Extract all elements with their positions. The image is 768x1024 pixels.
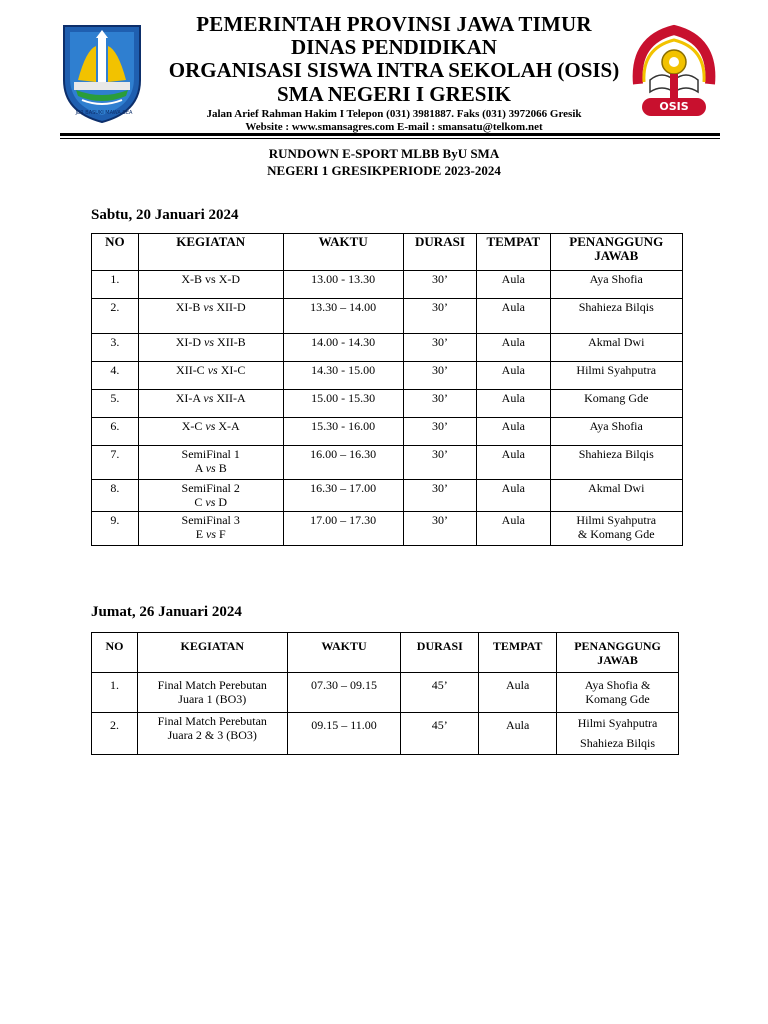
letterhead-line1: PEMERINTAH PROVINSI JAWA TIMUR: [196, 12, 592, 36]
cell-penanggung-jawab: Hilmi Syahputra: [550, 362, 683, 390]
cell-waktu: 15.30 - 16.00: [283, 418, 403, 446]
cell-kegiatan: SemiFinal 2 C vs D: [138, 480, 283, 512]
cell-tempat: Aula: [479, 673, 557, 713]
letterhead-rule-thick: [60, 133, 720, 136]
cell-waktu: 13.00 - 13.30: [283, 271, 403, 299]
column-header: NO: [92, 234, 139, 271]
table-row: [92, 512, 683, 546]
table-row: [92, 480, 683, 512]
column-header: KEGIATAN: [137, 633, 287, 673]
document-title: [160, 145, 608, 179]
column-header: WAKTU: [287, 633, 401, 673]
cell-kegiatan: XII-C vs XI-C: [138, 362, 283, 390]
cell-penanggung-jawab: Aya Shofia & Komang Gde: [557, 673, 679, 713]
table-header-row: [92, 234, 683, 271]
cell-penanggung-jawab: Akmal Dwi: [550, 480, 683, 512]
cell-tempat: Aula: [477, 446, 550, 480]
cell-penanggung-jawab: Shahieza Bilqis: [550, 299, 683, 334]
cell-tempat: Aula: [477, 418, 550, 446]
cell-waktu: 14.00 - 14.30: [283, 334, 403, 362]
cell-penanggung-jawab: Hilmi Syahputra & Komang Gde: [550, 512, 683, 546]
table-row: [92, 334, 683, 362]
cell-penanggung-jawab: Akmal Dwi: [550, 334, 683, 362]
column-header: NO: [92, 633, 138, 673]
cell-tempat: Aula: [477, 390, 550, 418]
letterhead-address: Jalan Arief Rahman Hakim I Telepon (031) 3981887. Faks (031) 3972066 Gresik: [206, 108, 582, 120]
cell-no: 5.: [92, 390, 139, 418]
cell-no: 1.: [92, 673, 138, 713]
cell-waktu: 15.00 - 15.30: [283, 390, 403, 418]
cell-no: 7.: [92, 446, 139, 480]
cell-penanggung-jawab: Hilmi Syahputra Shahieza Bilqis: [557, 713, 679, 755]
cell-durasi: 45’: [401, 713, 479, 755]
table-row: [92, 446, 683, 480]
cell-waktu: 16.00 – 16.30: [283, 446, 403, 480]
cell-waktu: 07.30 – 09.15: [287, 673, 401, 713]
cell-waktu: 17.00 – 17.30: [283, 512, 403, 546]
left-logo-motto: JER BASUKI MAWA BEA: [75, 110, 133, 116]
cell-waktu: 13.30 – 14.00: [283, 299, 403, 334]
cell-durasi: 30’: [403, 362, 476, 390]
cell-kegiatan: XI-B vs XII-D: [138, 299, 283, 334]
cell-durasi: 30’: [403, 512, 476, 546]
cell-durasi: 30’: [403, 446, 476, 480]
section-heading-day2: Jumat, 26 Januari 2024: [91, 604, 242, 620]
column-header: TEMPAT: [477, 234, 550, 271]
table-row: [92, 418, 683, 446]
cell-durasi: 30’: [403, 271, 476, 299]
table-header-row: [92, 633, 679, 673]
cell-no: 4.: [92, 362, 139, 390]
column-header: WAKTU: [283, 234, 403, 271]
cell-tempat: Aula: [479, 713, 557, 755]
cell-penanggung-jawab: Shahieza Bilqis: [550, 446, 683, 480]
cell-kegiatan: SemiFinal 3 E vs F: [138, 512, 283, 546]
cell-kegiatan: XI-D vs XII-B: [138, 334, 283, 362]
cell-tempat: Aula: [477, 480, 550, 512]
cell-tempat: Aula: [477, 334, 550, 362]
cell-kegiatan: XI-A vs XII-A: [138, 390, 283, 418]
cell-no: 1.: [92, 271, 139, 299]
cell-no: 2.: [92, 299, 139, 334]
table-row: [92, 362, 683, 390]
column-header: KEGIATAN: [138, 234, 283, 271]
column-header: DURASI: [403, 234, 476, 271]
letterhead-rule-thin: [60, 138, 720, 139]
letterhead-website: Website : www.smansagres.com E-mail : smansatu@telkom.net: [245, 121, 543, 133]
cell-penanggung-jawab: Aya Shofia: [550, 418, 683, 446]
cell-durasi: 30’: [403, 480, 476, 512]
table-row: [92, 390, 683, 418]
cell-kegiatan: Final Match Perebutan Juara 1 (BO3): [137, 673, 287, 713]
cell-durasi: 45’: [401, 673, 479, 713]
cell-durasi: 30’: [403, 334, 476, 362]
letterhead-line2: DINAS PENDIDIKAN: [291, 35, 497, 59]
column-header: TEMPAT: [479, 633, 557, 673]
document-title-line1: RUNDOWN E-SPORT MLBB ByU SMA: [268, 146, 500, 161]
letterhead-line4: SMA NEGERI I GRESIK: [277, 82, 511, 106]
table-row: [92, 271, 683, 299]
cell-tempat: Aula: [477, 512, 550, 546]
document-title-line2: NEGERI 1 GRESIKPERIODE 2023-2024: [267, 163, 501, 178]
cell-penanggung-jawab: Komang Gde: [550, 390, 683, 418]
cell-waktu: 14.30 - 15.00: [283, 362, 403, 390]
cell-no: 8.: [92, 480, 139, 512]
table-row: [92, 713, 679, 755]
section-heading-day1: Sabtu, 20 Januari 2024: [91, 207, 239, 223]
cell-durasi: 30’: [403, 418, 476, 446]
table-row: [92, 299, 683, 334]
letterhead: [148, 12, 640, 134]
column-header: DURASI: [401, 633, 479, 673]
cell-tempat: Aula: [477, 299, 550, 334]
cell-waktu: 09.15 – 11.00: [287, 713, 401, 755]
column-header: PENANGGUNG JAWAB: [557, 633, 679, 673]
cell-tempat: Aula: [477, 362, 550, 390]
cell-kegiatan: SemiFinal 1 A vs B: [138, 446, 283, 480]
cell-no: 6.: [92, 418, 139, 446]
schedule-table-day2: [91, 632, 679, 755]
cell-no: 2.: [92, 713, 138, 755]
table-row: [92, 673, 679, 713]
column-header: PENANGGUNG JAWAB: [550, 234, 683, 271]
right-logo-label: OSIS: [659, 100, 689, 113]
cell-durasi: 30’: [403, 299, 476, 334]
cell-waktu: 16.30 – 17.00: [283, 480, 403, 512]
cell-kegiatan: X-C vs X-A: [138, 418, 283, 446]
cell-kegiatan: Final Match Perebutan Juara 2 & 3 (BO3): [137, 713, 287, 755]
cell-kegiatan: X-B vs X-D: [138, 271, 283, 299]
cell-penanggung-jawab: Aya Shofia: [550, 271, 683, 299]
cell-tempat: Aula: [477, 271, 550, 299]
schedule-table-day1: [91, 233, 683, 546]
cell-durasi: 30’: [403, 390, 476, 418]
jawa-timur-crest-icon: [60, 20, 144, 124]
letterhead-line3: ORGANISASI SISWA INTRA SEKOLAH (OSIS): [168, 58, 620, 82]
cell-no: 3.: [92, 334, 139, 362]
cell-no: 9.: [92, 512, 139, 546]
